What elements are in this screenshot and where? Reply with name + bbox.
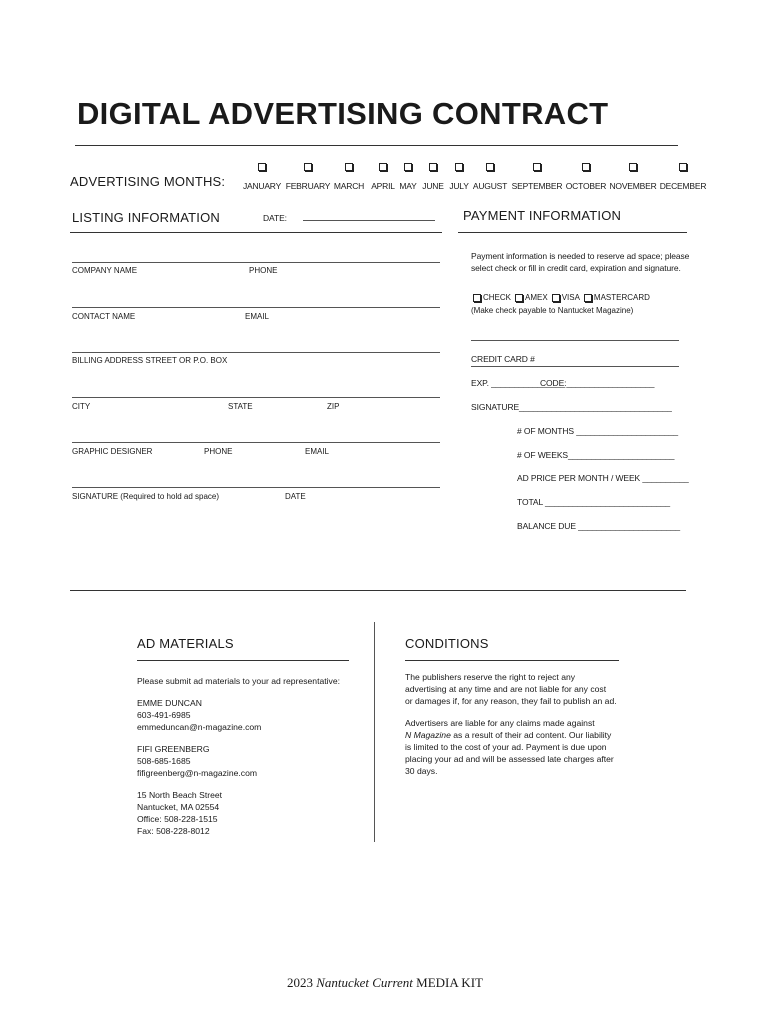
conditions-p1-line-1: The publishers reserve the right to reject any (405, 672, 576, 682)
credit-card-field[interactable] (471, 366, 679, 367)
designer-email-label: EMAIL (305, 447, 330, 456)
june-checkbox[interactable] (429, 163, 437, 171)
conditions-p2-line-2-rest: as a result of their ad content. Our liability (450, 730, 612, 740)
payment-options (473, 293, 654, 302)
conditions-p1-line-2: advertising at any time and are not liable for any cost (405, 684, 607, 694)
mastercard-checkbox[interactable] (584, 294, 592, 302)
conditions-p2-line-3: is limited to the cost of your ad. Payment is due upon (405, 742, 607, 752)
total-field[interactable]: TOTAL ___________________________ (517, 497, 670, 507)
month-june[interactable]: JUNE (421, 163, 445, 194)
payment-intro-line-1: Payment information is needed to reserve ad space; please (471, 251, 690, 261)
balance-due-field[interactable]: BALANCE DUE ______________________ (517, 521, 680, 531)
company-name-field[interactable] (72, 262, 440, 263)
expiration-field[interactable]: EXP. ________________ (471, 378, 566, 388)
number-of-months-field[interactable]: # OF MONTHS ______________________ (517, 426, 679, 436)
conditions-rule (405, 660, 619, 661)
january-checkbox[interactable] (258, 163, 266, 171)
visa-checkbox[interactable] (552, 294, 560, 302)
conditions-p2-line-1: Advertisers are liable for any claims made against (405, 718, 595, 728)
april-checkbox[interactable] (379, 163, 387, 171)
signature-field[interactable] (72, 487, 440, 488)
conditions-p2-line-5: 30 days. (405, 766, 438, 776)
month-february[interactable]: FEBRUARY (285, 163, 331, 194)
month-august[interactable]: AUGUST (472, 163, 508, 194)
graphic-designer-field[interactable] (72, 442, 440, 443)
state-label: STATE (228, 402, 253, 411)
contact-name-label: CONTACT NAME (72, 312, 136, 321)
phone-label: PHONE (249, 266, 278, 275)
title-rule (75, 145, 678, 146)
credit-card-label: CREDIT CARD # (471, 354, 535, 364)
rep-1-phone: 603-491-6985 (137, 710, 191, 720)
billing-address-field[interactable] (72, 352, 440, 353)
payment-signature-field[interactable]: SIGNATURE_________________________________ (471, 402, 672, 412)
footer (0, 975, 770, 991)
designer-phone-label: PHONE (204, 447, 233, 456)
payment-option-visa[interactable]: VISA (552, 293, 580, 302)
signature-date-label: DATE (285, 492, 306, 501)
september-checkbox[interactable] (533, 163, 541, 171)
billing-address-label: BILLING ADDRESS STREET OR P.O. BOX (72, 356, 228, 365)
month-september[interactable]: SEPTEMBER (510, 163, 564, 194)
email-label: EMAIL (245, 312, 270, 321)
advertising-months-label: ADVERTISING MONTHS: (70, 174, 226, 189)
july-checkbox[interactable] (455, 163, 463, 171)
may-checkbox[interactable] (404, 163, 412, 171)
graphic-designer-label: GRAPHIC DESIGNER (72, 447, 153, 456)
magazine-name: N Magazine (405, 730, 451, 740)
conditions-p2-line-4: placing your ad and will be assessed late charges after (405, 754, 614, 764)
company-name-label: COMPANY NAME (72, 266, 138, 275)
ad-materials-heading: AD MATERIALS (137, 636, 234, 651)
rep-1-name: EMME DUNCAN (137, 698, 202, 708)
number-of-weeks-field[interactable]: # OF WEEKS_______________________ (517, 450, 675, 460)
payment-option-amex[interactable]: AMEX (515, 293, 548, 302)
month-march[interactable]: MARCH (333, 163, 365, 194)
november-checkbox[interactable] (629, 163, 637, 171)
date-field[interactable] (303, 220, 435, 221)
august-checkbox[interactable] (486, 163, 494, 171)
december-checkbox[interactable] (679, 163, 687, 171)
march-checkbox[interactable] (345, 163, 353, 171)
zip-label: ZIP (327, 402, 340, 411)
october-checkbox[interactable] (582, 163, 590, 171)
amex-checkbox[interactable] (515, 294, 523, 302)
check-checkbox[interactable] (473, 294, 481, 302)
column-divider (374, 622, 375, 842)
footer-publication: Nantucket Current (316, 975, 413, 990)
section-divider (70, 590, 686, 591)
month-january[interactable]: JANUARY (242, 163, 282, 194)
month-december[interactable]: DECEMBER (658, 163, 708, 194)
address-line-2: Nantucket, MA 02554 (137, 802, 220, 812)
month-april[interactable]: APRIL (370, 163, 396, 194)
page-title: DIGITAL ADVERTISING CONTRACT (77, 96, 609, 131)
security-code-field[interactable]: CODE:___________________ (540, 378, 655, 388)
payment-intro-line-2: select check or fill in credit card, expiration and signature. (471, 263, 681, 273)
ad-materials-rule (137, 660, 349, 661)
month-november[interactable]: NOVEMBER (608, 163, 658, 194)
month-october[interactable]: OCTOBER (565, 163, 607, 194)
february-checkbox[interactable] (304, 163, 312, 171)
date-label: DATE: (263, 213, 287, 223)
rep-1-email[interactable]: emmeduncan@n-magazine.com (137, 722, 262, 732)
check-payable-note: (Make check payable to Nantucket Magazine) (471, 306, 634, 315)
address-line-1: 15 North Beach Street (137, 790, 223, 800)
conditions-p2-line-2 (405, 729, 635, 741)
fax-number: Fax: 508-228-8012 (137, 826, 210, 836)
ad-materials-text (137, 675, 367, 837)
signature-label: SIGNATURE (Required to hold ad space) (72, 492, 220, 501)
footer-year: 2023 (287, 975, 314, 990)
month-july[interactable]: JULY (448, 163, 470, 194)
payment-blank-line[interactable] (471, 340, 679, 341)
ad-materials-intro: Please submit ad materials to your ad representative: (137, 676, 341, 686)
month-may[interactable]: MAY (398, 163, 418, 194)
payment-option-mastercard[interactable]: MASTERCARD (584, 293, 650, 302)
listing-rule (70, 232, 442, 233)
payment-option-check[interactable]: CHECK (473, 293, 511, 302)
conditions-p1-line-3: or damages if, for any reason, they fail to publish an ad. (405, 696, 617, 706)
footer-suffix: MEDIA KIT (416, 975, 483, 990)
contact-name-field[interactable] (72, 307, 440, 308)
conditions-heading: CONDITIONS (405, 636, 489, 651)
office-phone: Office: 508-228-1515 (137, 814, 218, 824)
ad-price-field[interactable]: AD PRICE PER MONTH / WEEK __________ (517, 473, 689, 483)
conditions-text (405, 671, 635, 777)
city-label: CITY (72, 402, 91, 411)
listing-information-heading: LISTING INFORMATION (72, 210, 221, 225)
rep-2-name: FIFI GREENBERG (137, 744, 210, 754)
payment-rule (458, 232, 687, 233)
rep-2-email[interactable]: fifigreenberg@n-magazine.com (137, 768, 258, 778)
city-state-zip-field[interactable] (72, 397, 440, 398)
payment-information-heading: PAYMENT INFORMATION (463, 208, 622, 223)
rep-2-phone: 508-685-1685 (137, 756, 191, 766)
